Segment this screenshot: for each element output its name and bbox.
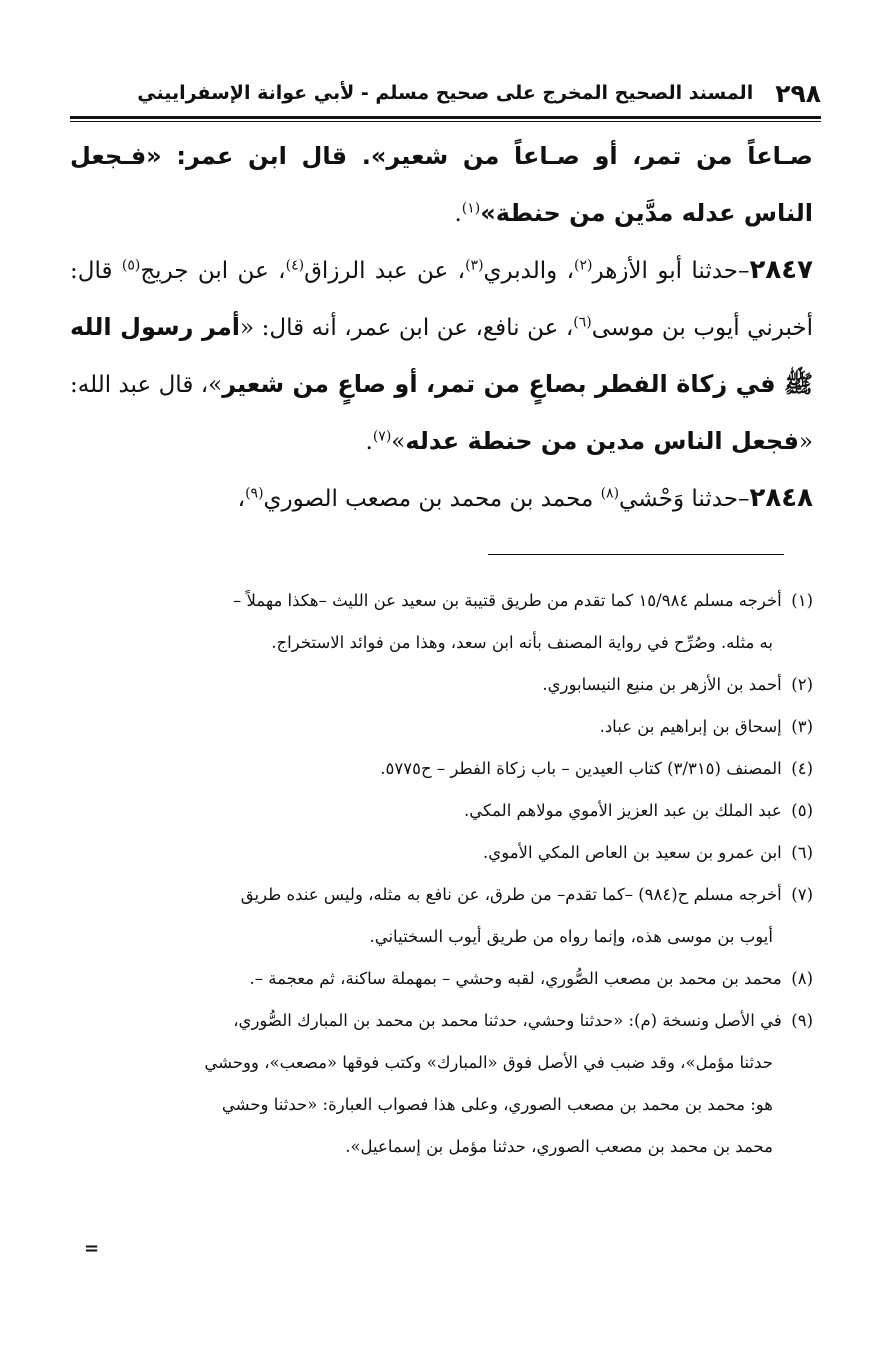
isnad-text: ، عن ابن جريج xyxy=(140,258,286,284)
footnote-8 xyxy=(78,958,813,1000)
footnote-text: هو: محمد بن محمد بن مصعب الصوري، وعلى هذا فصواب العبارة: «حدثنا وحشي xyxy=(221,1095,773,1114)
footnote-text: محمد بن محمد بن مصعب الصُّوري، لقبه وحشي – بمهملة ساكنة، ثم معجمة –. xyxy=(249,969,782,988)
hadith-number: ٢٨٤٧ xyxy=(749,255,814,285)
footnote-4 xyxy=(78,748,813,790)
isnad-text: ، عن عبد الرزاق xyxy=(304,258,466,284)
footnote-ref: (٨) xyxy=(600,485,620,502)
footnote-separator xyxy=(488,554,784,555)
footnotes xyxy=(78,580,813,1168)
footnote-ref: (١) xyxy=(461,200,481,217)
punctuation: . xyxy=(454,201,462,227)
footnote-5 xyxy=(78,790,813,832)
isnad-text: ، والدبري xyxy=(483,258,575,284)
footnote-number: (٩) xyxy=(791,1011,813,1030)
header-rule-thick xyxy=(70,116,821,119)
hadith-number: ٢٨٤٨ xyxy=(749,483,813,513)
isnad-text: محمد بن محمد بن مصعب الصوري xyxy=(263,486,601,512)
footnote-ref: (٩) xyxy=(245,485,264,502)
footnote-ref: (٢) xyxy=(574,257,593,274)
footnote-number: (٦) xyxy=(791,843,813,862)
continuation-mark: = xyxy=(84,1238,100,1259)
footnote-text: ابن عمرو بن سعيد بن العاص المكي الأموي. xyxy=(483,843,782,862)
footnote-ref: (٥) xyxy=(121,257,141,274)
paragraph-continuation xyxy=(70,128,813,242)
footnote-text: حدثنا مؤمل»، وقد ضبب في الأصل فوق «المبارك» وكتب فوقها «مصعب»، ووحشي xyxy=(204,1053,773,1072)
footnote-text: به مثله. وصُرِّح في رواية المصنف بأنه ابن سعد، وهذا من فوائد الاستخراج. xyxy=(271,633,773,652)
header-rule-thin xyxy=(70,121,821,122)
footnote-text: أخرجه مسلم ح(٩٨٤) –كما تقدم– من طرق، عن نافع به مثله، وليس عنده طريق xyxy=(240,885,782,904)
footnote-text: أحمد بن الأزهر بن منيع النيسابوري. xyxy=(542,675,782,694)
footnote-number: (٥) xyxy=(791,801,813,820)
footnote-text: محمد بن محمد بن مصعب الصوري، حدثنا مؤمل بن إسماعيل». xyxy=(345,1137,773,1156)
isnad-text: »، قال عبد الله: « xyxy=(70,372,813,455)
footnote-9 xyxy=(78,1000,813,1168)
punctuation: » xyxy=(391,429,406,455)
main-text xyxy=(70,128,813,527)
isnad-text: –حدثنا وَحْشي xyxy=(619,486,750,512)
header-title: المسند الصحيح المخرج على صحيح مسلم - لأبي عوانة الإسفراييني xyxy=(137,82,754,104)
footnote-number: (٢) xyxy=(791,675,813,694)
footnote-text: إسحاق بن إبراهيم بن عباد. xyxy=(599,717,782,736)
footnote-ref: (٤) xyxy=(285,257,305,274)
hadith-text: أمر رسول الله ﷺ في زكاة الفطر بصاعٍ من تمر، أو صاعٍ من شعير xyxy=(70,313,813,398)
isnad-text: قال: أخبرني أيوب بن موسى xyxy=(70,258,813,341)
page-number: ٢٩٨ xyxy=(775,78,821,108)
punctuation: . xyxy=(365,429,373,455)
footnote-6 xyxy=(78,832,813,874)
footnote-number: (٨) xyxy=(791,969,813,988)
punctuation: ، xyxy=(237,486,246,512)
footnote-3 xyxy=(78,706,813,748)
footnote-ref: (٣) xyxy=(465,257,484,274)
footnote-number: (٧) xyxy=(791,885,813,904)
hadith-text: فجعل الناس مدين من حنطة عدله xyxy=(405,427,799,455)
hadith-text: صـاعاً من تمر، أو صـاعاً من شعير». قال ابن عمر: «فـجعل الناس عدله مدَّين من حنطة» xyxy=(70,142,813,227)
footnote-2 xyxy=(78,664,813,706)
footnote-text: في الأصل ونسخة (م): «حدثنا وحشي، حدثنا محمد بن محمد بن المبارك الصُّوري، xyxy=(233,1011,782,1030)
isnad-text: –حدثنا أبو الأزهر xyxy=(592,258,750,284)
footnote-ref: (٦) xyxy=(573,314,592,331)
footnote-number: (٤) xyxy=(791,759,813,778)
footnote-text: أيوب بن موسى هذه، وإنما رواه من طريق أيوب السختياني. xyxy=(369,927,773,946)
footnote-1 xyxy=(78,580,813,664)
footnote-text: أخرجه مسلم ١٥/٩٨٤ كما تقدم من طريق قتيبة بن سعيد عن الليث –هكذا مهملاً – xyxy=(232,591,782,610)
footnote-ref: (٧) xyxy=(372,428,392,445)
hadith-2848 xyxy=(70,470,813,527)
hadith-2847 xyxy=(70,242,813,470)
footnote-text: عبد الملك بن عبد العزيز الأموي مولاهم المكي. xyxy=(464,801,782,820)
footnote-number: (٣) xyxy=(791,717,813,736)
footnote-number: (١) xyxy=(791,591,813,610)
footnote-7 xyxy=(78,874,813,958)
running-header xyxy=(70,72,821,114)
footnote-text: المصنف (٣/٣١٥) كتاب العيدين – باب زكاة الفطر – ح٥٧٧٥. xyxy=(380,759,782,778)
isnad-text: ، عن نافع، عن ابن عمر، أنه قال: « xyxy=(240,315,574,341)
